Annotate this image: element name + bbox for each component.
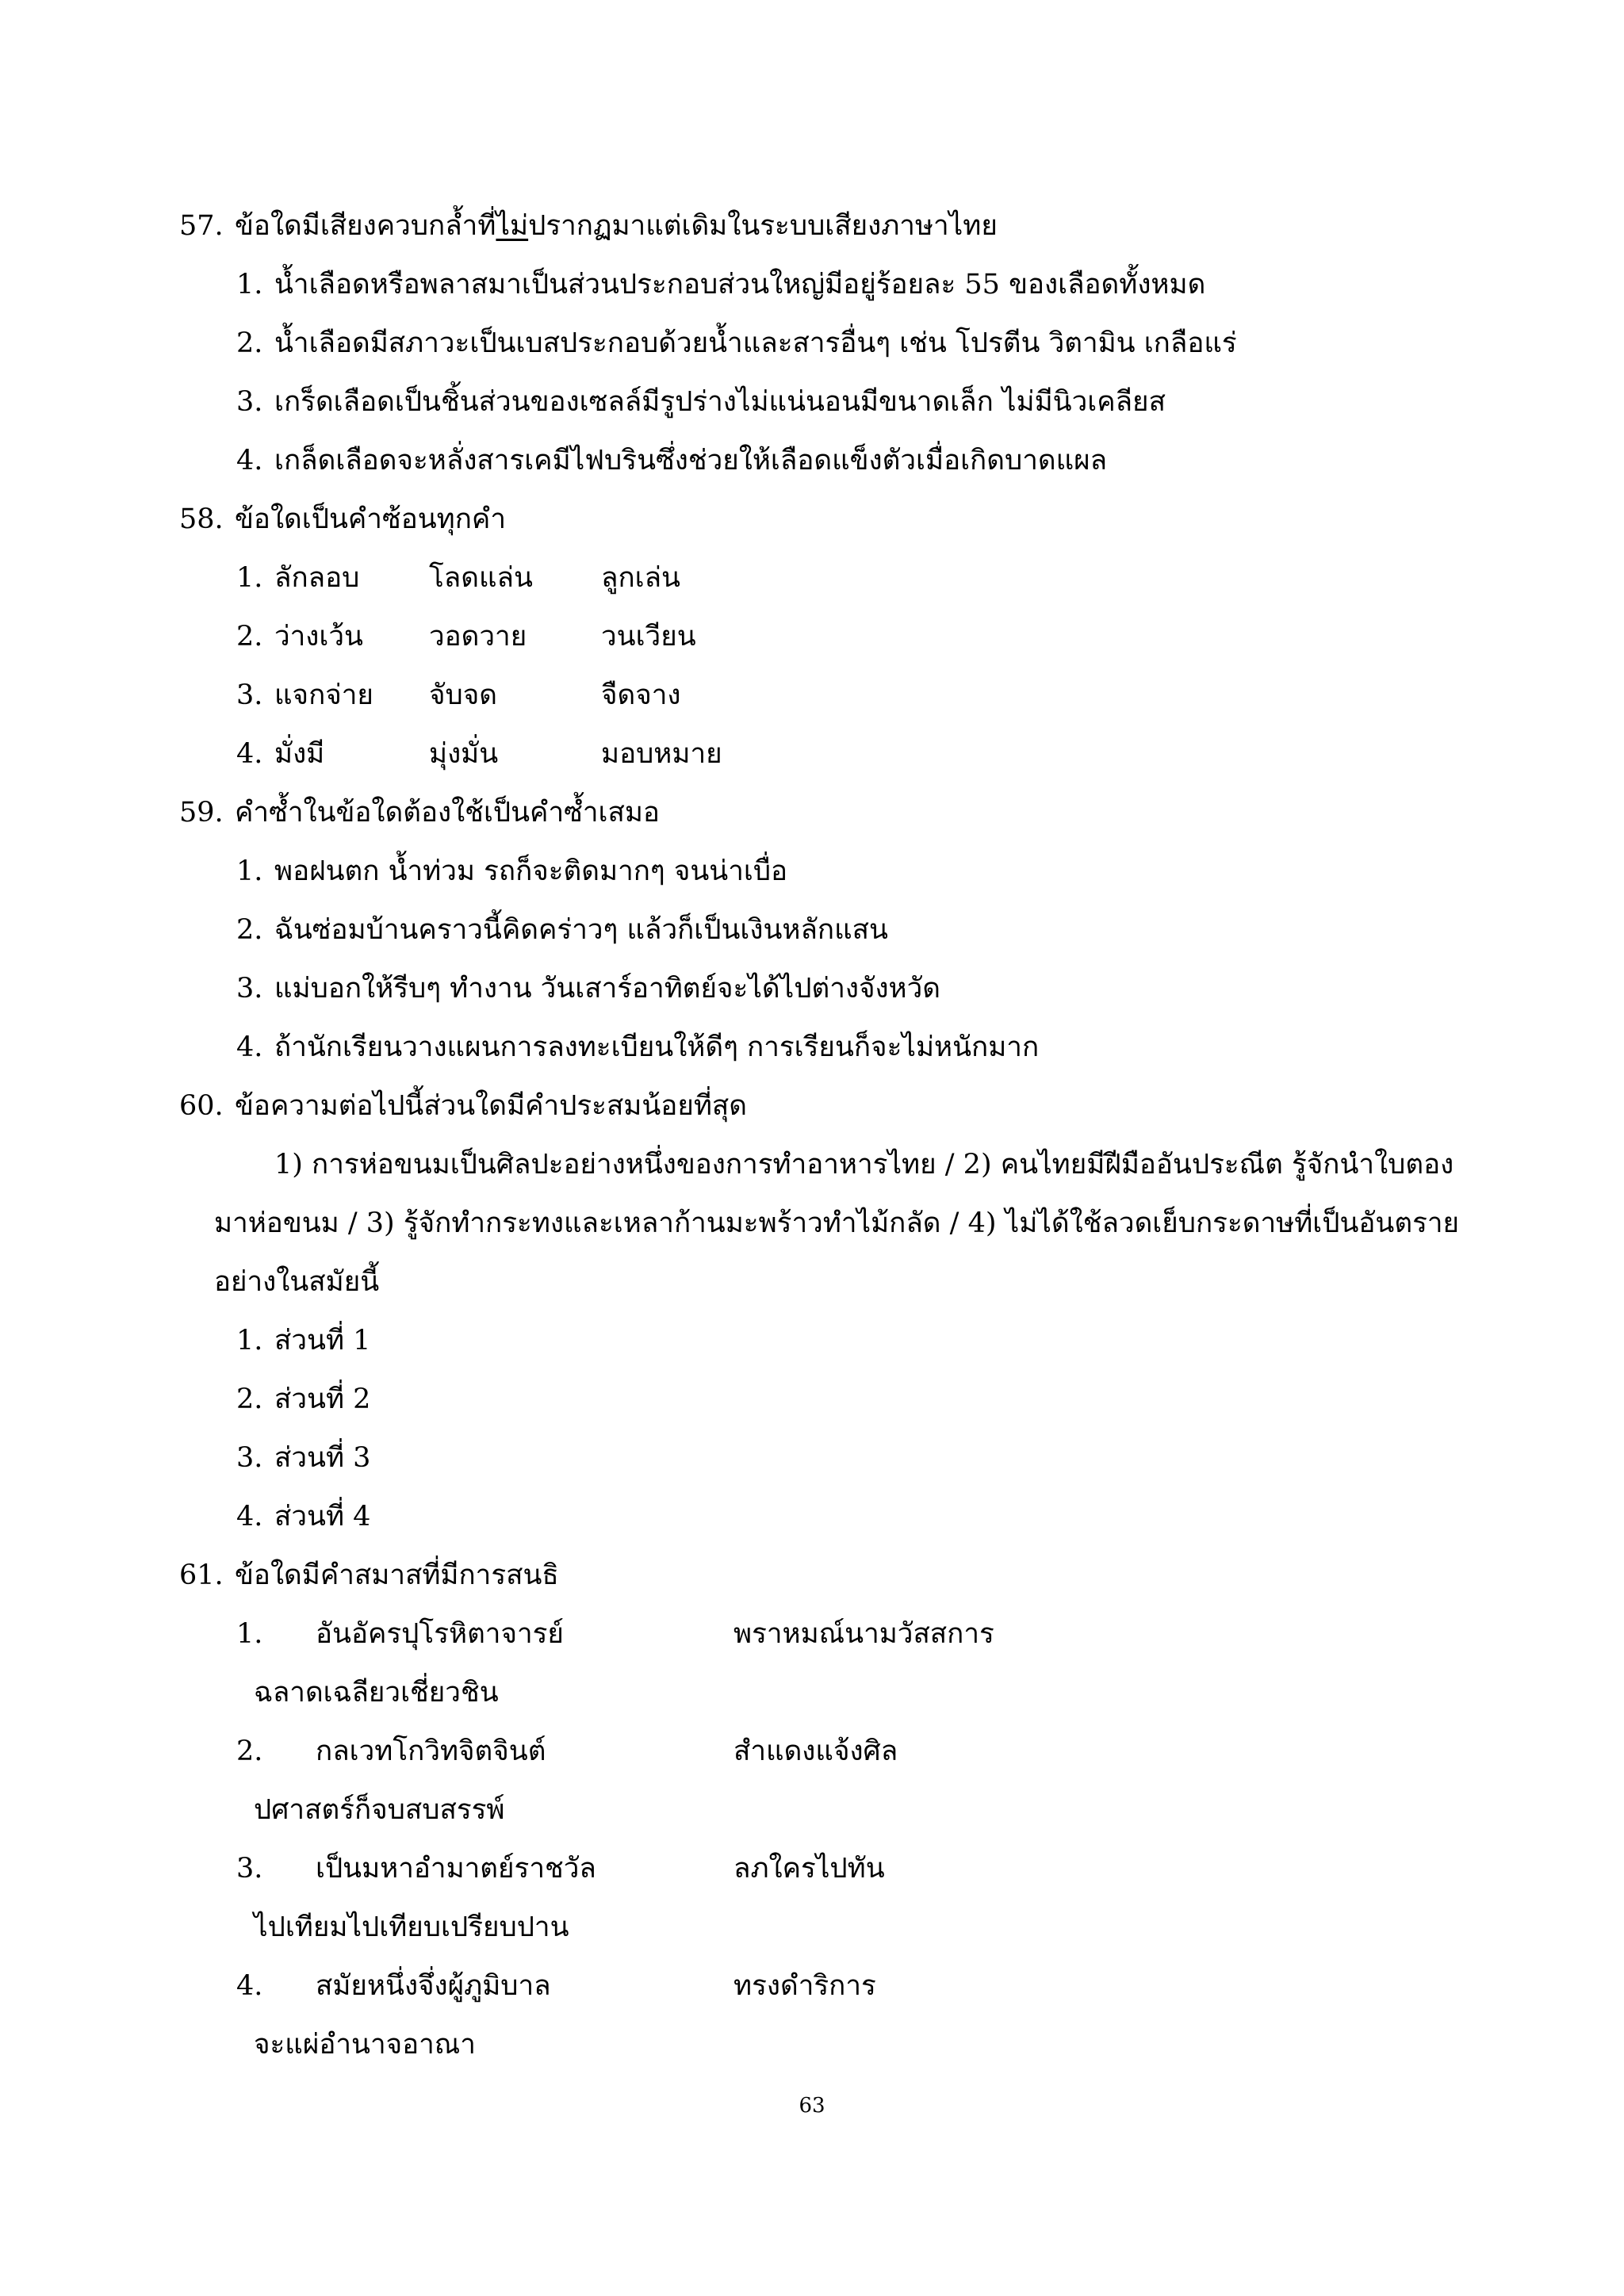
option-number: 4. xyxy=(236,1501,263,1533)
question-stem: ข้อใดเป็นคำซ้อนทุกคำ xyxy=(235,503,506,535)
verse-part-b: สำแดงแจ้งศิล xyxy=(733,1735,898,1767)
option-number: 1. xyxy=(236,1325,263,1357)
option-61-2-continuation: ปศาสตร์ก็จบสบสรรพ์ xyxy=(254,1794,505,1826)
option-number: 1. xyxy=(236,269,263,300)
option-number: 2. xyxy=(236,327,263,359)
option-number: 1. xyxy=(236,1618,263,1650)
option-word-1: มั่งมี xyxy=(274,738,325,770)
option-word-2: จับจด xyxy=(429,679,497,711)
underlined-word: ไม่ xyxy=(496,210,529,242)
option-number: 2. xyxy=(236,621,263,652)
option-word-1: ลักลอบ xyxy=(274,562,360,594)
option-number: 3. xyxy=(236,973,263,1004)
option-61-4-continuation: จะแผ่อำนาจอาณา xyxy=(254,2029,476,2061)
verse-part-b: พราหมณ์นามวัสสการ xyxy=(733,1618,994,1650)
option-word-1: แจกจ่าย xyxy=(274,679,373,711)
option-text: แม่บอกให้รีบๆ ทำงาน วันเสาร์อาทิตย์จะได้ไปต่างจังหวัด xyxy=(274,973,940,1004)
question-number: 59. xyxy=(179,797,224,828)
option-text: ส่วนที่ 2 xyxy=(274,1383,371,1415)
option-word-3: วนเวียน xyxy=(601,621,696,652)
option-61-3-continuation: ไปเทียมไปเทียบเปรียบปาน xyxy=(254,1911,569,1943)
option-text: เกล็ดเลือดจะหลั่งสารเคมีไฟบรินซึ่งช่วยให้เลือดแข็งตัวเมื่อเกิดบาดแผล xyxy=(274,445,1108,476)
option-word-2: โลดแล่น xyxy=(429,562,533,594)
option-word-2: วอดวาย xyxy=(429,621,527,652)
verse-part-a: สมัยหนึ่งจึ่งผู้ภูมิบาล xyxy=(316,1970,551,2002)
passage-line-1: 1) การห่อขนมเป็นศิลปะอย่างหนึ่งของการทำอาหารไทย / 2) คนไทยมีฝีมืออันประณีต รู้จักนำใบตอง xyxy=(274,1149,1454,1181)
verse-part-a: กลเวทโกวิทจิตจินต์ xyxy=(316,1735,546,1767)
option-number: 1. xyxy=(236,855,263,887)
verse-part-a: อันอัครปุโรหิตาจารย์ xyxy=(316,1618,564,1650)
option-word-3: ลูกเล่น xyxy=(601,562,680,594)
option-word-2: มุ่งมั่น xyxy=(429,738,499,770)
option-text: เกร็ดเลือดเป็นชิ้นส่วนของเซลล์มีรูปร่างไม่แน่นอนมีขนาดเล็ก ไม่มีนิวเคลียส xyxy=(274,386,1166,418)
option-number: 3. xyxy=(236,386,263,418)
option-word-3: จืดจาง xyxy=(601,679,681,711)
question-stem: คำซ้ำในข้อใดต้องใช้เป็นคำซ้ำเสมอ xyxy=(235,797,660,828)
option-text: น้ำเลือดหรือพลาสมาเป็นส่วนประกอบส่วนใหญ่มีอยู่ร้อยละ 55 ของเลือดทั้งหมด xyxy=(274,269,1206,300)
option-number: 2. xyxy=(236,1735,263,1767)
option-text: ส่วนที่ 3 xyxy=(274,1442,371,1474)
option-text: ส่วนที่ 1 xyxy=(274,1325,371,1357)
option-number: 1. xyxy=(236,562,263,594)
verse-part-a: เป็นมหาอำมาตย์ราชวัล xyxy=(316,1853,596,1885)
question-number: 60. xyxy=(179,1090,224,1122)
passage-line-3: อย่างในสมัยนี้ xyxy=(214,1266,380,1298)
question-stem: ข้อความต่อไปนี้ส่วนใดมีคำประสมน้อยที่สุด xyxy=(235,1090,747,1122)
question-number: 58. xyxy=(179,503,224,535)
option-number: 4. xyxy=(236,738,263,770)
option-text: พอฝนตก น้ำท่วม รถก็จะติดมากๆ จนน่าเบื่อ xyxy=(274,855,788,887)
question-number: 61. xyxy=(179,1559,224,1591)
question-stem: ข้อใดมีเสียงควบกล้ำที่ไม่ปรากฏมาแต่เดิมในระบบเสียงภาษาไทย xyxy=(235,210,998,242)
option-word-1: ว่างเว้น xyxy=(274,621,363,652)
option-text: ถ้านักเรียนวางแผนการลงทะเบียนให้ดีๆ การเรียนก็จะไม่หนักมาก xyxy=(274,1031,1040,1063)
page-number: 63 xyxy=(799,2094,825,2118)
option-number: 3. xyxy=(236,1442,263,1474)
option-number: 4. xyxy=(236,1970,263,2002)
option-text: น้ำเลือดมีสภาวะเป็นเบสประกอบด้วยน้ำและสารอื่นๆ เช่น โปรตีน วิตามิน เกลือแร่ xyxy=(274,327,1237,359)
option-number: 2. xyxy=(236,914,263,946)
option-text: ส่วนที่ 4 xyxy=(274,1501,371,1533)
option-text: ฉันซ่อมบ้านคราวนี้คิดคร่าวๆ แล้วก็เป็นเงินหลักแสน xyxy=(274,914,888,946)
option-number: 4. xyxy=(236,1031,263,1063)
option-number: 3. xyxy=(236,1853,263,1885)
option-61-1-continuation: ฉลาดเฉลียวเชี่ยวชิน xyxy=(254,1677,499,1709)
passage-line-2: มาห่อขนม / 3) รู้จักทำกระทงและเหลาก้านมะพร้าวทำไม้กลัด / 4) ไม่ได้ใช้ลวดเย็บกระดาษที่เป็นอันตราย xyxy=(214,1207,1460,1239)
verse-part-b: ทรงดำริการ xyxy=(733,1970,876,2002)
option-number: 2. xyxy=(236,1383,263,1415)
option-word-3: มอบหมาย xyxy=(601,738,722,770)
question-stem: ข้อใดมีคำสมาสที่มีการสนธิ xyxy=(235,1559,559,1591)
option-number: 3. xyxy=(236,679,263,711)
question-number: 57. xyxy=(179,210,224,242)
option-number: 4. xyxy=(236,445,263,476)
verse-part-b: ลภใครไปทัน xyxy=(733,1853,885,1885)
